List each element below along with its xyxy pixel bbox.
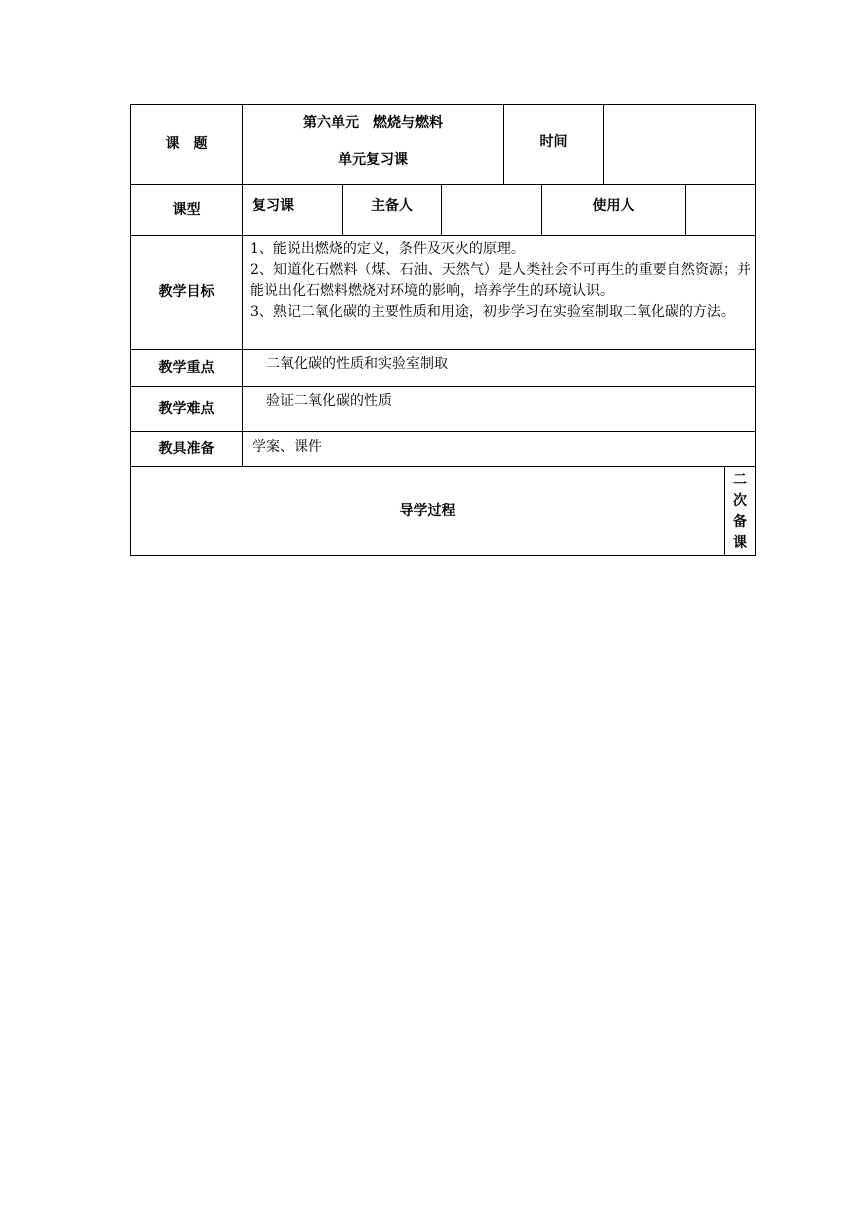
time-value-cell — [604, 105, 756, 185]
secondary-prep-char: 二 — [733, 472, 747, 488]
topic-row — [131, 105, 756, 185]
time-label: 时间 — [504, 105, 604, 185]
topic-title-cell — [243, 105, 504, 185]
goals-content — [243, 236, 756, 350]
goals-row — [131, 236, 756, 350]
goal-item: 1、能说出燃烧的定义，条件及灭火的原理。 — [250, 241, 525, 257]
secondary-prep-char: 次 — [733, 493, 747, 509]
lesson-plan-table — [130, 104, 756, 556]
preparer-label: 主备人 — [343, 185, 442, 236]
user-label: 使用人 — [542, 185, 686, 236]
user-value-cell — [686, 185, 756, 236]
topic-title-line1: 第六单元 燃烧与燃料 — [303, 115, 443, 131]
difficulty-row — [131, 387, 756, 432]
goal-item: 3、熟记二氧化碳的主要性质和用途，初步学习在实验室制取二氧化碳的方法。 — [250, 304, 735, 320]
key-point-row — [131, 350, 756, 387]
key-point-value: 二氧化碳的性质和实验室制取 — [243, 350, 756, 387]
teaching-aids-value: 学案、课件 — [243, 432, 756, 467]
topic-title-line2: 单元复习课 — [338, 152, 408, 168]
lesson-type-label: 课型 — [131, 185, 243, 236]
goals-label: 教学目标 — [131, 236, 243, 350]
preparer-value-cell — [442, 185, 542, 236]
difficulty-label: 教学难点 — [131, 387, 243, 432]
lesson-type-value: 复习课 — [243, 185, 343, 236]
secondary-prep-note — [725, 467, 756, 556]
guided-process-row — [131, 467, 756, 556]
secondary-prep-char: 备 — [733, 514, 747, 530]
teaching-aids-label: 教具准备 — [131, 432, 243, 467]
topic-label: 课 题 — [131, 105, 243, 185]
lesson-type-row — [131, 185, 756, 236]
goal-item: 2、知道化石燃料（煤、石油、天然气）是人类社会不可再生的重要自然资源；并能说出化石燃料燃烧对环境的影响，培养学生的环境认识。 — [250, 262, 752, 299]
teaching-aids-row — [131, 432, 756, 467]
key-point-label: 教学重点 — [131, 350, 243, 387]
guided-process-label: 导学过程 — [131, 467, 725, 556]
secondary-prep-char: 课 — [733, 535, 747, 551]
difficulty-value: 验证二氧化碳的性质 — [243, 387, 756, 432]
